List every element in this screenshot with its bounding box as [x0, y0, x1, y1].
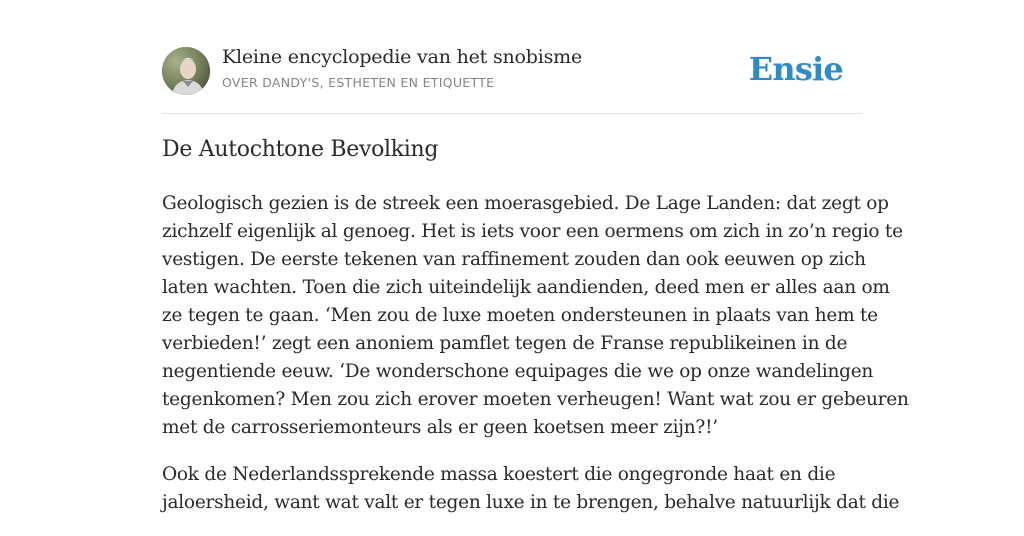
paragraph-line: tegenkomen? Men zou zich erover moeten verheugen! Want wat zou er gebeuren	[162, 389, 909, 410]
blog-subtitle: OVER DANDY'S, ESTHETEN EN ETIQUETTE	[222, 75, 495, 90]
article-body	[162, 190, 909, 536]
paragraph-line: met de carrosseriemonteurs als er geen koetsen meer zijn?!’	[162, 417, 718, 438]
article-title: De Autochtone Bevolking	[162, 137, 439, 162]
paragraph-line: zichzelf eigenlijk al genoeg. Het is iets voor een oermens om zich in zo’n regio te	[162, 221, 903, 242]
paragraph-line: negentiende eeuw. ‘De wonderschone equipages die we op onze wandelingen	[162, 361, 874, 382]
article-paragraph	[162, 190, 909, 442]
paragraph-line: verbieden!’ zegt een anoniem pamflet tegen de Franse republikeinen in de	[162, 333, 848, 354]
author-avatar[interactable]	[162, 47, 210, 95]
article-paragraph	[162, 461, 900, 517]
brand-logo-link[interactable]: Ensie	[748, 50, 843, 88]
paragraph-line: Geologisch gezien is de streek een moerasgebied. De Lage Landen: dat zegt op	[162, 193, 889, 214]
blog-header	[162, 0, 862, 114]
paragraph-line: laten wachten. Toen die zich uiteindelijk aandienden, deed men er alles aan om	[162, 277, 890, 298]
page-container	[162, 0, 909, 513]
blog-title[interactable]: Kleine encyclopedie van het snobisme	[222, 46, 583, 68]
paragraph-line: Ook de Nederlandssprekende massa koestert die ongegronde haat en die	[162, 464, 836, 485]
avatar-portrait-icon	[162, 47, 210, 95]
paragraph-line: ze tegen te gaan. ‘Men zou de luxe moeten ondersteunen in plaats van hem te	[162, 305, 878, 326]
paragraph-line: jaloersheid, want wat valt er tegen luxe in te brengen, behalve natuurlijk dat die	[162, 492, 900, 513]
paragraph-line: vestigen. De eerste tekenen van raffinement zouden dan ook eeuwen op zich	[162, 249, 866, 270]
